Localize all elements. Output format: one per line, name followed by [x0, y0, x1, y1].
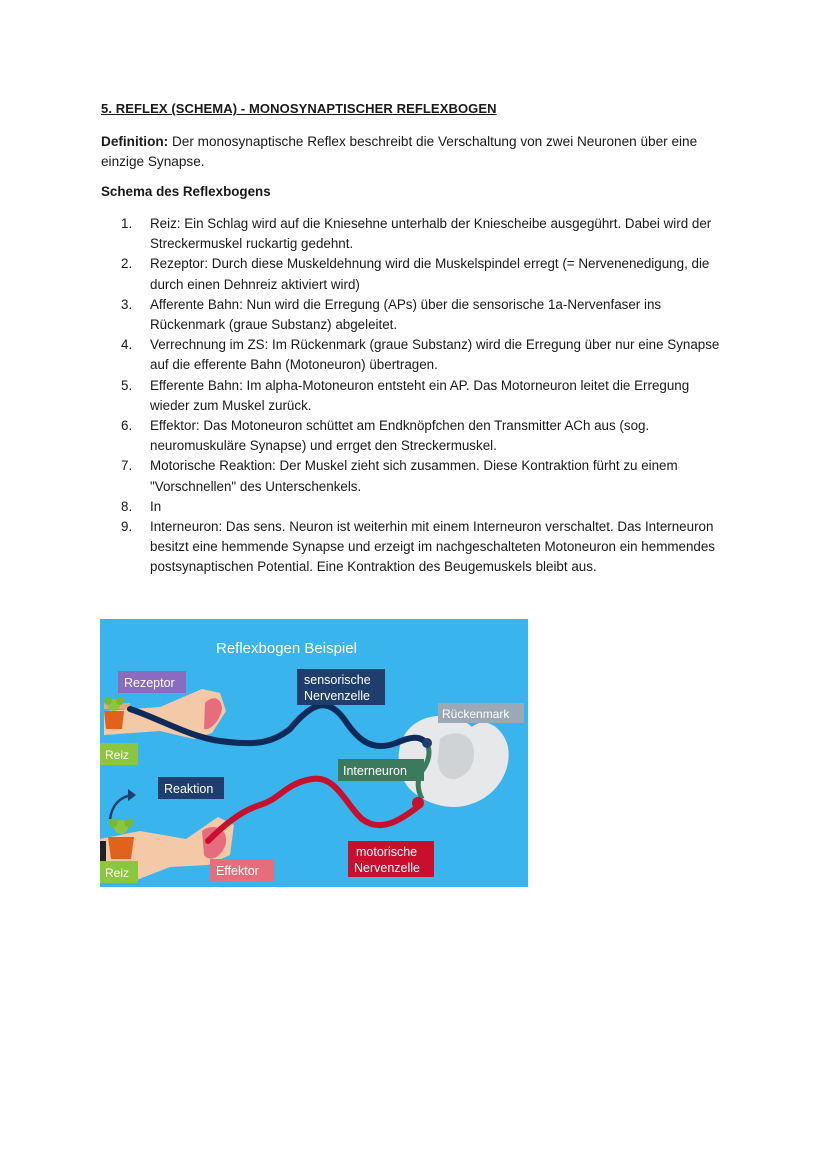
synapse-dot [422, 738, 432, 748]
list-text: Afferente Bahn: Nun wird die Erregung (APs) über die sensorische 1a-Nervenfaser ins Rückenmark (graue Substanz) abgeleitet. [150, 296, 662, 333]
definition-label: Definition: [101, 134, 169, 149]
plant-icon [104, 697, 124, 729]
list-text: Verrechnung im ZS: Im Rückenmark (graue Substanz) wird die Erregung über nur eine Synapse auf die efferente Bahn (Motoneuron) übertragen. [150, 337, 720, 373]
list-item [121, 295, 731, 335]
list-item [121, 376, 731, 416]
rueckenmark-label: Rückenmark [442, 707, 510, 721]
motor-label-line2: Nervenzelle [354, 861, 421, 875]
list-item [121, 497, 731, 517]
list-item [121, 456, 731, 496]
figure-title: Reflexbogen Beispiel [216, 640, 357, 657]
rezeptor-label: Rezeptor [124, 676, 175, 690]
list-number: 2. [121, 256, 133, 272]
list-text: Reiz: Ein Schlag wird auf die Kniesehne unterhalb der Kniescheibe ausgegührt. Dabei wird der Streckermuskel ruckartig gedehnt. [150, 216, 712, 252]
list-text: Efferente Bahn: Im alpha-Motoneuron entsteht ein AP. Das Motorneuron leitet die Erregung wieder zum Muskel zurück. [150, 377, 690, 413]
list-text: Motorische Reaktion: Der Muskel zieht sich zusammen. Diese Kontraktion fürht zu einem "Vorschnellen" des Unterschenkels. [150, 458, 678, 494]
list-text: In [150, 498, 162, 514]
plant-icon [108, 819, 134, 860]
reiz-bottom-label: Reiz [105, 866, 130, 880]
reflexbogen-diagram [100, 619, 528, 887]
list-text: Interneuron: Das sens. Neuron ist weiterhin mit einem Interneuron verschaltet. Das Interneuron besitzt eine hemmende Synapse und erzeigt im nachgeschalteten Motoneuron ein hemmendes postsynaptischen Potential. Eine Kontraktion des Beugemuskels bleibt aus. [150, 519, 715, 575]
reiz-top-label: Reiz [105, 748, 130, 762]
list-item [121, 335, 731, 375]
list-number: 5. [121, 377, 133, 393]
list-number: 6. [121, 418, 133, 434]
list-item [121, 214, 731, 254]
definition-text: Der monosynaptische Reflex beschreibt die Verschaltung von zwei Neuronen über eine einzige Synapse. [101, 134, 698, 169]
page-title: 5. REFLEX (SCHEMA) - MONOSYNAPTISCHER REFLEXBOGEN [101, 101, 497, 116]
list-item [121, 254, 731, 294]
reflex-steps-list [121, 214, 731, 578]
sensory-label-line1: sensorische [304, 673, 371, 687]
list-number: 1. [121, 216, 133, 231]
list-number: 4. [121, 337, 133, 353]
list-number: 8. [121, 498, 133, 514]
list-text: Rezeptor: Durch diese Muskeldehnung wird die Muskelspindel erregt (= Nervenenedigung, die durch einen Dehnreiz aktiviert wird) [150, 256, 710, 292]
list-text: Effektor: Das Motoneuron schüttet am Endknöpfchen den Transmitter ACh aus (sog. neuromuskuläre Synapse) und errget den Streckermuskel. [150, 418, 650, 454]
list-item [121, 416, 731, 456]
sensory-label-line2: Nervenzelle [304, 689, 371, 703]
schema-heading: Schema des Reflexbogens [101, 184, 271, 199]
list-number: 7. [121, 458, 133, 474]
definition-paragraph [101, 132, 731, 172]
motor-neuron-dot [412, 797, 424, 809]
reaktion-label: Reaktion [164, 782, 214, 796]
list-number: 3. [121, 296, 133, 312]
reflexbogen-figure [100, 619, 528, 887]
interneuron-label: Interneuron [343, 764, 407, 778]
list-item [121, 517, 731, 578]
list-number: 9. [121, 519, 133, 535]
effektor-label: Effektor [216, 864, 259, 878]
motor-label-line1: motorische [356, 845, 418, 859]
